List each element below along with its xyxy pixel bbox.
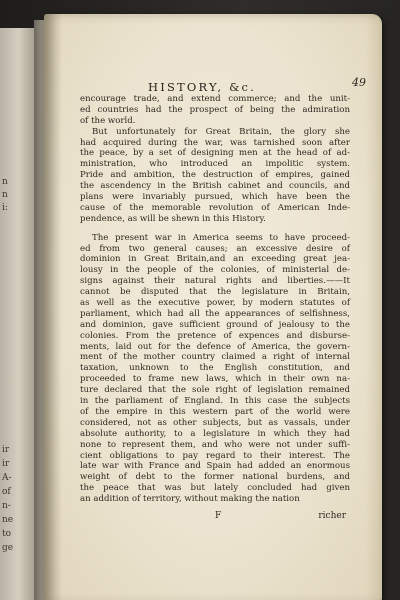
facing-page-fragment: i:: [2, 203, 8, 213]
text-line: the peace, by a set of designing men at the head of ad-: [80, 148, 350, 159]
facing-page-fragment: ge: [2, 543, 14, 553]
paragraph: [80, 233, 350, 505]
facing-page-edge: [0, 28, 36, 600]
signature-mark: F: [215, 511, 222, 521]
text-line: an addition of territory, without making the nation: [80, 494, 300, 505]
text-line: the peace that was but lately concluded had given: [80, 483, 350, 494]
body-text: [80, 94, 350, 505]
text-line: cause of the memorable revolution of American Inde-: [80, 202, 350, 213]
text-line: encourage trade, and extend commerce; and the unit-: [80, 94, 350, 104]
paragraph: [80, 127, 350, 225]
text-line: ministration, who introduced an impolitic system.: [80, 159, 350, 170]
text-line: taxation, unknown to the English constitution, and: [80, 363, 350, 374]
facing-page-fragment: to: [2, 529, 12, 539]
text-line: cannot be disputed that the legislature in Britain,: [80, 287, 350, 298]
text-line: of the empire in this western part of the world were: [80, 406, 350, 417]
page-fold-shadow: [44, 14, 62, 600]
facing-page-fragment: ir: [2, 445, 10, 455]
facing-page-fragment: n: [2, 190, 8, 200]
facing-page-fragment: ne: [2, 515, 14, 525]
text-line: ed countries had the prospect of being the admiration: [80, 104, 350, 115]
page-footer: [80, 511, 350, 523]
text-line: ment of the mother country claimed a right of internal: [80, 352, 350, 363]
text-line: the ascendency in the British cabinet and councils, and: [80, 181, 350, 192]
text-line: colonies. From the pretence of expences and disburse-: [80, 330, 350, 341]
text-line: absolute authority, to a legislature in which they had: [80, 428, 350, 439]
page-number: 49: [352, 76, 366, 89]
book-page: [44, 14, 382, 600]
text-line: ments, laid out for the defence of America, the govern-: [80, 341, 350, 352]
text-line: ed from two general causes; an excessive desire of: [80, 243, 350, 254]
running-title: HISTORY, &c.: [148, 80, 257, 94]
text-line: lousy in the people of the colonies, of ministerial de-: [80, 265, 350, 276]
facing-page-fragment: n-: [2, 501, 11, 511]
facing-page-fragment: n: [2, 177, 8, 187]
text-line: weight of debt to the former national burdens, and: [80, 472, 350, 483]
text-line: had acquired during the war, was tarnished soon after: [80, 137, 350, 148]
text-line: none to represent them, and who were not under suffi-: [80, 439, 350, 450]
paragraph: [80, 94, 350, 127]
text-line: But unfortunately for Great Britain, the glory she: [92, 126, 350, 137]
text-line: signs against their natural rights and liberties.——It: [80, 276, 350, 287]
text-line: in the parliament of England. In this case the subjects: [80, 396, 350, 407]
facing-page-fragment: A-: [2, 473, 12, 483]
text-line: parliament, which had all the appearances of selfishness,: [80, 308, 350, 319]
text-line: The present war in America seems to have proceed-: [92, 232, 350, 243]
facing-page-fragment: ir: [2, 459, 10, 469]
text-line: plans were invariably pursued, which have been the: [80, 192, 350, 203]
page-edge: [366, 14, 382, 600]
text-line: of the world.: [80, 115, 136, 126]
text-line: cient obligations to pay regard to their interest. The: [80, 450, 350, 461]
text-line: late war with France and Spain had added an enormous: [80, 461, 350, 472]
text-line: pendence, as will be shewn in this History.: [80, 213, 266, 224]
text-line: considered, not as other subjects, but as vassals, under: [80, 417, 350, 428]
text-line: Pride and ambition, the destruction of empires, gained: [80, 170, 350, 181]
paragraph-gap: [80, 225, 350, 233]
text-line: ture declared that the sole right of legislation remained: [80, 385, 350, 396]
catchword: richer: [318, 511, 346, 521]
text-line: as well as the executive power, by modern statutes of: [80, 298, 350, 309]
text-line: and dominion, gave sufficient ground of jealousy to the: [80, 319, 350, 330]
text-line: proceeded to frame new laws, which in their own na-: [80, 374, 350, 385]
facing-page-fragment: of: [2, 487, 11, 497]
text-line: dominion in Great Britain,and an exceeding great jea-: [80, 254, 350, 265]
running-head: [96, 76, 366, 95]
